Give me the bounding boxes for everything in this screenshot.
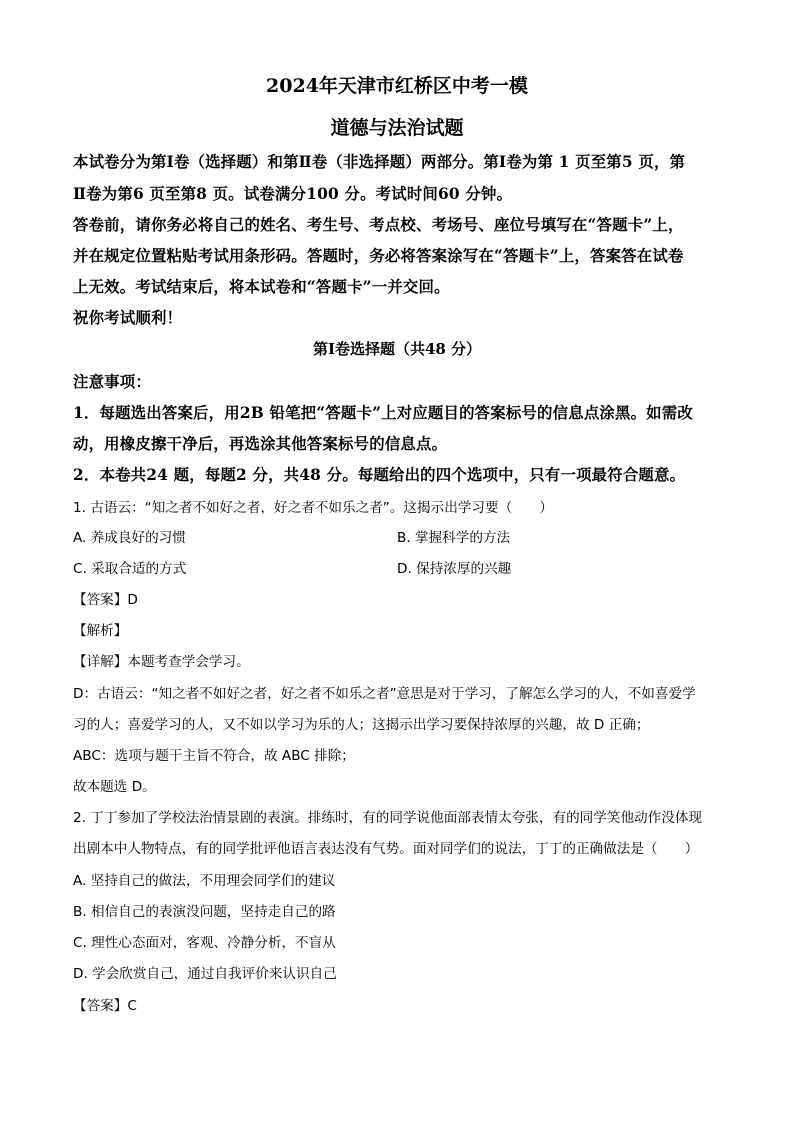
section-title: 第Ⅰ卷选择题（共48 分） <box>312 340 482 358</box>
intro-line-3: 答卷前，请你务必将自己的姓名、考生号、考点校、考场号、座位号填写在“答题卡”上， <box>73 216 684 234</box>
answer-tag: 【答案】 <box>73 998 128 1014</box>
q1-option-b: B. 掌握科学的方法 <box>397 530 511 546</box>
exam-title: 2024年天津市红桥区中考一模 <box>266 75 528 97</box>
q1-detail-row <box>73 650 250 670</box>
answer-tag: 【答案】 <box>73 592 128 608</box>
q1-explain-3: ABC：选项与题干主旨不符合，故 ABC 排除； <box>73 748 355 764</box>
q2-answer-row <box>73 994 137 1014</box>
exam-subtitle: 道德与法治试题 <box>330 117 464 139</box>
q1-option-c: C. 采取合适的方式 <box>73 561 187 577</box>
q2-option-c: C. 理性心态面对，客观、冷静分析，不盲从 <box>73 935 336 951</box>
q1-detail: 本题考查学会学习。 <box>127 654 250 670</box>
intro-line-4: 并在规定位置粘贴考试用条形码。答题时，务必将答案涂写在“答题卡”上，答案答在试卷 <box>73 247 684 265</box>
intro-line-2: Ⅱ卷为第6 页至第8 页。试卷满分100 分。考试时间60 分钟。 <box>73 185 513 203</box>
q1-answer-row <box>73 588 138 608</box>
q1-explain-2: 习的人；喜爱学习的人，又不如以学习为乐的人；这揭示出学习要保持浓厚的兴趣，故 D 正确； <box>73 717 650 733</box>
intro-line-5: 上无效。考试结束后，将本试卷和“答题卡”一并交回。 <box>73 278 450 296</box>
notice-line-2: 动，用橡皮擦干净后，再选涂其他答案标号的信息点。 <box>73 435 448 453</box>
q1-answer: D <box>127 592 138 608</box>
q2-stem-2: 出剧本中人物特点，有的同学批评他语言表达没有气势。面对同学们的说法，丁丁的正确做法是（ ） <box>73 841 699 857</box>
q2-stem-1: 2. 丁丁参加了学校法治情景剧的表演。排练时，有的同学说他面部表情太夸张，有的同学笑他动作没体现 <box>73 810 703 826</box>
notice-heading: 注意事项： <box>73 373 151 391</box>
q2-option-a: A. 坚持自己的做法，不用理会同学们的建议 <box>73 873 336 889</box>
q1-option-d: D. 保持浓厚的兴趣 <box>397 561 512 577</box>
intro-line-1: 本试卷分为第Ⅰ卷（选择题）和第Ⅱ卷（非选择题）两部分。第Ⅰ卷为第 1 页至第5 页，第 <box>73 153 686 171</box>
notice-line-1: 1．每题选出答案后，用2B 铅笔把“答题卡”上对应题目的答案标号的信息点涂黑。如需改 <box>73 404 693 422</box>
q2-option-b: B. 相信自己的表演没问题，坚持走自己的路 <box>73 904 336 920</box>
q1-conclusion: 故本题选 D。 <box>73 779 156 795</box>
q1-stem: 1. 古语云：“知之者不如好之者，好之者不如乐之者”。这揭示出学习要（ ） <box>73 500 553 516</box>
q1-explain-1: D：古语云：“知之者不如好之者，好之者不如乐之者”意思是对于学习，了解怎么学习的人，不如喜爱学 <box>73 686 696 702</box>
q1-option-a: A. 养成良好的习惯 <box>73 530 186 546</box>
q2-option-d: D. 学会欣赏自己，通过自我评价来认识自己 <box>73 966 337 982</box>
q1-analysis-tag: 【解析】 <box>73 623 128 639</box>
detail-tag: 【详解】 <box>73 654 128 670</box>
notice-line-3: 2．本卷共24 题，每题2 分，共48 分。每题给出的四个选项中，只有一项最符合题意。 <box>73 466 686 484</box>
intro-line-6: 祝你考试顺利！ <box>73 309 183 327</box>
q2-answer: C <box>127 998 137 1014</box>
